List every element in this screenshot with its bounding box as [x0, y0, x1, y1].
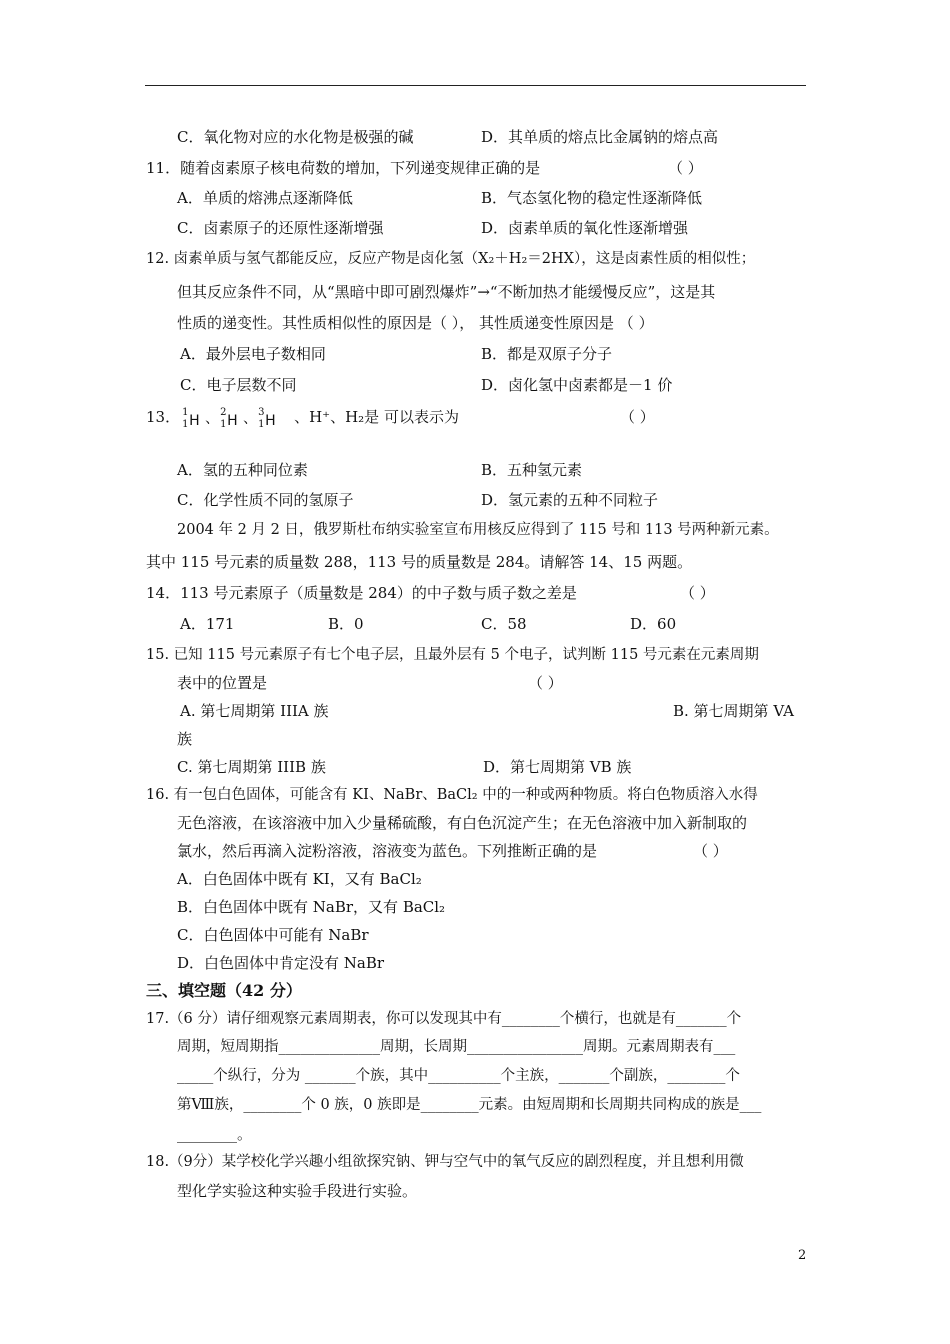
q12-stem-line2: 但其反应条件不同，从“黑暗中即可剧烈爆炸”→“不断加热才能缓慢反应”，这是其 — [177, 283, 716, 301]
q13-option-b: B．五种氢元素 — [481, 461, 583, 479]
intro-line1: 2004 年 2 月 2 日，俄罗斯杜布纳实验室宣布用核反应得到了 115 号和 113 号两种新元素。 — [177, 522, 779, 538]
q12-option-b: B．都是双原子分子 — [481, 345, 613, 363]
q14-option-a: A．171 — [180, 615, 235, 633]
header-rule — [145, 85, 806, 86]
q14-option-b: B．0 — [328, 615, 364, 633]
q16-stem-line3: 氯水，然后再滴入淀粉溶液，溶液变为蓝色。下列推断正确的是 — [177, 842, 598, 860]
q11-answer-paren: （ ） — [668, 159, 703, 177]
q11-option-d: D．卤素单质的氧化性逐渐增强 — [481, 219, 689, 237]
q14-option-c: C．58 — [481, 615, 527, 633]
q15-option-c: C. 第七周期第 IIIB 族 — [177, 758, 326, 776]
q16-option-b: B．白色固体中既有 NaBr，又有 BaCl₂ — [177, 898, 446, 916]
q14-option-d: D．60 — [630, 615, 677, 633]
q16-option-a: A．白色固体中既有 KI，又有 BaCl₂ — [177, 870, 422, 888]
q12-stem-line1: 12. 卤素单质与氢气都能反应，反应产物是卤化氢（X₂＋H₂＝2HX），这是卤素性质的相似性； — [146, 251, 756, 267]
q12-stem-line3: 性质的递变性。其性质相似性的原因是（ ）， 其性质递变性原因是 （ ） — [177, 314, 654, 332]
nuclide-h2: 2 1 H 、 — [220, 407, 258, 430]
q13-stem-tail: 、H⁺、H₂是 可以表示为 — [294, 408, 459, 426]
q13-answer-paren: （ ） — [620, 408, 655, 426]
q12-option-d: D．卤化氢中卤素都是－1 价 — [481, 376, 673, 394]
q13-option-a: A．氢的五种同位素 — [177, 461, 308, 479]
q13-number: 13． — [146, 408, 181, 426]
q13-option-d: D．氢元素的五种不同粒子 — [481, 491, 659, 509]
q14-answer-paren: （ ） — [680, 584, 715, 602]
q14-stem: 14．113 号元素原子（质量数是 284）的中子数与质子数之差是 — [146, 584, 577, 602]
q11-option-b: B．气态氢化物的稳定性逐渐降低 — [481, 189, 703, 207]
q13-stem — [146, 408, 459, 434]
q15-option-d: D．第七周期第 VB 族 — [483, 758, 632, 776]
intro-line2: 其中 115 号元素的质量数 288，113 号的质量数是 284。请解答 14、15 两题。 — [146, 553, 693, 571]
q16-answer-paren: （ ） — [693, 842, 728, 860]
q10-option-d: D．其单质的熔点比金属钠的熔点高 — [481, 128, 719, 146]
q15-answer-paren: （ ） — [528, 674, 563, 692]
q16-stem-line2: 无色溶液，在该溶液中加入少量稀硫酸，有白色沉淀产生；在无色溶液中加入新制取的 — [177, 814, 748, 832]
q17-line1: 17.（6 分）请仔细观察元素周期表，你可以发现其中有________个横行，也就是有_______个 — [146, 1011, 742, 1027]
q15-stem-line1: 15. 已知 115 号元素原子有七个电子层，且最外层有 5 个电子，试判断 115 号元素在元素周期 — [146, 647, 759, 663]
q15-option-b-continued: 族 — [177, 730, 193, 748]
q12-option-c: C．电子层数不同 — [180, 376, 297, 394]
q16-stem-line1: 16. 有一包白色固体，可能含有 KI、NaBr、BaCl₂ 中的一种或两种物质。将白色物质溶入水得 — [146, 787, 758, 803]
q13-option-c: C．化学性质不同的氢原子 — [177, 491, 354, 509]
q16-option-d: D．白色固体中肯定没有 NaBr — [177, 954, 385, 972]
q17-line3: _____个纵行，分为 _______个族，其中__________个主族，_______个副族，________个 — [177, 1068, 740, 1084]
q17-line5: ________。 — [177, 1125, 253, 1143]
q15-stem-line2: 表中的位置是 — [177, 674, 268, 692]
q11-option-c: C．卤素原子的还原性逐渐增强 — [177, 219, 384, 237]
q17-line2: 周期，短周期指______________周期，长周期________________周期。元素周期表有___ — [177, 1039, 736, 1055]
q18-line2: 型化学实验这种实验手段进行实验。 — [177, 1182, 418, 1200]
q12-option-a: A．最外层电子数相同 — [180, 345, 326, 363]
q17-line4: 第Ⅷ族，________个 0 族，0 族即是________元素。由短周期和长周期共同构成的族是___ — [177, 1097, 762, 1113]
nuclide-h3: 3 1 H — [258, 407, 276, 430]
q15-option-b: B. 第七周期第 VA — [673, 702, 794, 720]
nuclide-h1: 1 1 H 、 — [182, 407, 220, 430]
q16-option-c: C．白色固体中可能有 NaBr — [177, 926, 369, 944]
q10-option-c: C．氧化物对应的水化物是极强的碱 — [177, 128, 414, 146]
q15-option-a: A. 第七周期第 IIIA 族 — [180, 702, 329, 720]
q11-stem: 11．随着卤素原子核电荷数的增加，下列递变规律正确的是 — [146, 159, 541, 177]
section-3-heading: 三、填空题（42 分） — [146, 981, 302, 1000]
q18-line1: 18.（9分）某学校化学兴趣小组欲探究钠、钾与空气中的氧气反应的剧烈程度，并且想利用微 — [146, 1154, 744, 1170]
q11-option-a: A．单质的熔沸点逐渐降低 — [177, 189, 353, 207]
page-number: 2 — [798, 1248, 807, 1263]
